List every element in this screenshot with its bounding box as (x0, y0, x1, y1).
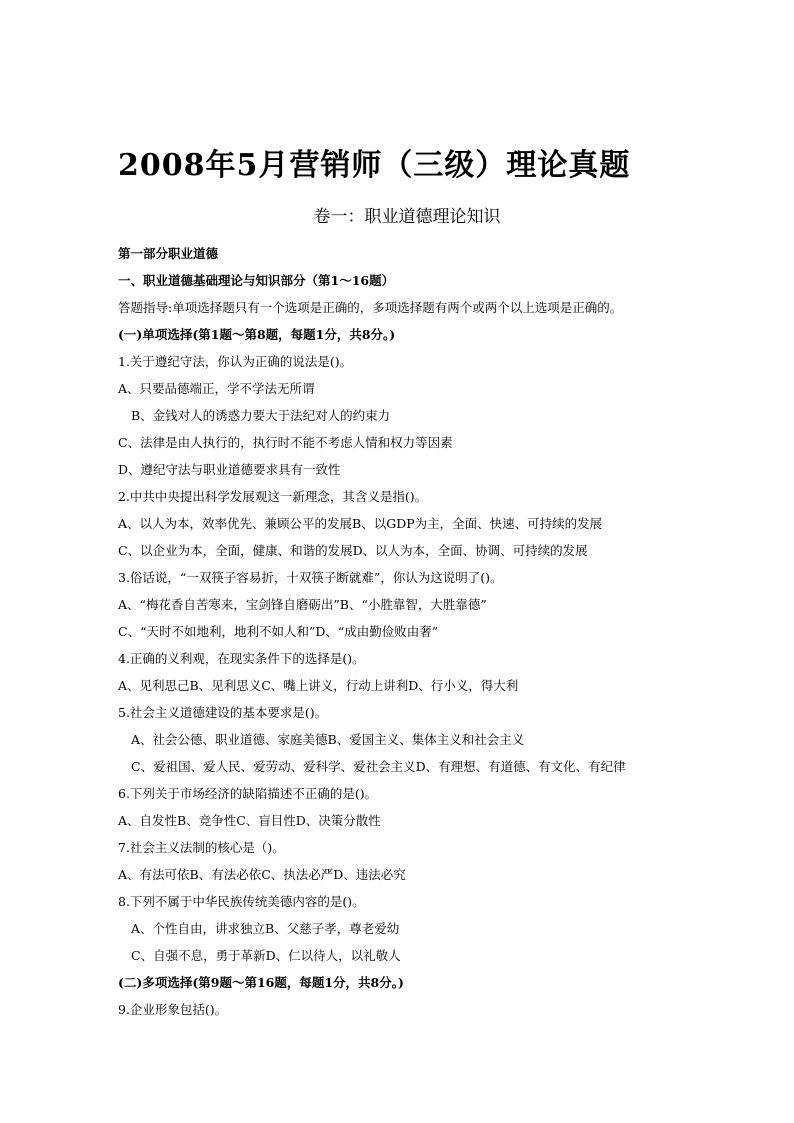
text-line: 5.社会主义道德建设的基本要求是()。 (118, 705, 328, 720)
text-line: 6.下列关于市场经济的缺陷描述不正确的是()。 (118, 786, 378, 801)
text-line: A、“梅花香自苦寒来，宝剑锋自磨砺出”B、“小胜靠智，大胜靠德” (118, 597, 487, 612)
section-subtitle: 卷一：职业道德理论知识 (313, 207, 501, 227)
text-line: C、法律是由人执行的，执行时不能不考虑人情和权力等因素 (118, 435, 453, 450)
section-heading: 一、职业道德基础理论与知识部分（第1～16题） (118, 273, 395, 288)
page-title: 2008年5月营销师（三级）理论真题 (118, 148, 631, 183)
text-line: A、社会公德、职业道德、家庭美德B、爱国主义、集体主义和社会主义 (131, 732, 525, 747)
text-line: A、见利思己B、见利思义C、嘴上讲义，行动上讲利D、行小义，得大利 (118, 678, 519, 693)
text-line: 2.中共中央提出科学发展观这一新理念，其含义是指()。 (118, 489, 428, 504)
text-line: 4.正确的义利观，在现实条件下的选择是()。 (118, 651, 365, 666)
text-line: C、以企业为本，全面，健康、和谐的发展D、以人为本，全面、协调、可持续的发展 (118, 543, 588, 558)
document-body (118, 240, 778, 1023)
text-line: D、遵纪守法与职业道德要求具有一致性 (118, 462, 341, 477)
text-line: 3.俗话说，“一双筷子容易折，十双筷子断就难”，你认为这说明了()。 (118, 570, 503, 585)
section-heading: (二)多项选择(第9题～第16题，每题1分，共8分。) (118, 975, 404, 990)
text-line: 1.关于遵纪守法，你认为正确的说法是()。 (118, 354, 353, 369)
text-line: 7.社会主义法制的核心是（)。 (118, 840, 285, 855)
text-line: C、自强不息，勇于革新D、仁以待人，以礼敬人 (131, 948, 401, 963)
text-line: B、金钱对人的诱惑力要大于法纪对人的约束力 (131, 408, 391, 423)
section-heading: (一)单项选择(第1题～第8题，每题1分，共8分。) (118, 327, 396, 342)
text-line: A、以人为本，效率优先、兼顾公平的发展B、以GDP为主，全面、快速、可持续的发展 (118, 516, 603, 531)
section-heading: 第一部分职业道德 (118, 246, 219, 261)
text-line: C、“天时不如地利，地利不如人和”D、“成由勤俭败由奢” (118, 624, 439, 639)
text-line: A、只要品德端正，学不学法无所谓 (118, 381, 315, 396)
text-line: A、有法可依B、有法必依C、执法必严D、违法必究 (118, 867, 406, 882)
text-line: 9.企业形象包括()。 (118, 1002, 228, 1017)
text-line: 8.下列不属于中华民族传统美德内容的是()。 (118, 894, 365, 909)
text-line: 答题指导:单项选择题只有一个选项是正确的，多项选择题有两个或两个以上选项是正确的。 (118, 300, 623, 315)
text-line: C、爱祖国、爱人民、爱劳动、爱科学、爱社会主义D、有理想、有道德、有文化、有纪律 (131, 759, 626, 774)
text-line: A、自发性B、竞争性C、盲目性D、决策分散性 (118, 813, 381, 828)
text-line: A、个性自由，讲求独立B、父慈子孝，尊老爱幼 (131, 921, 400, 936)
